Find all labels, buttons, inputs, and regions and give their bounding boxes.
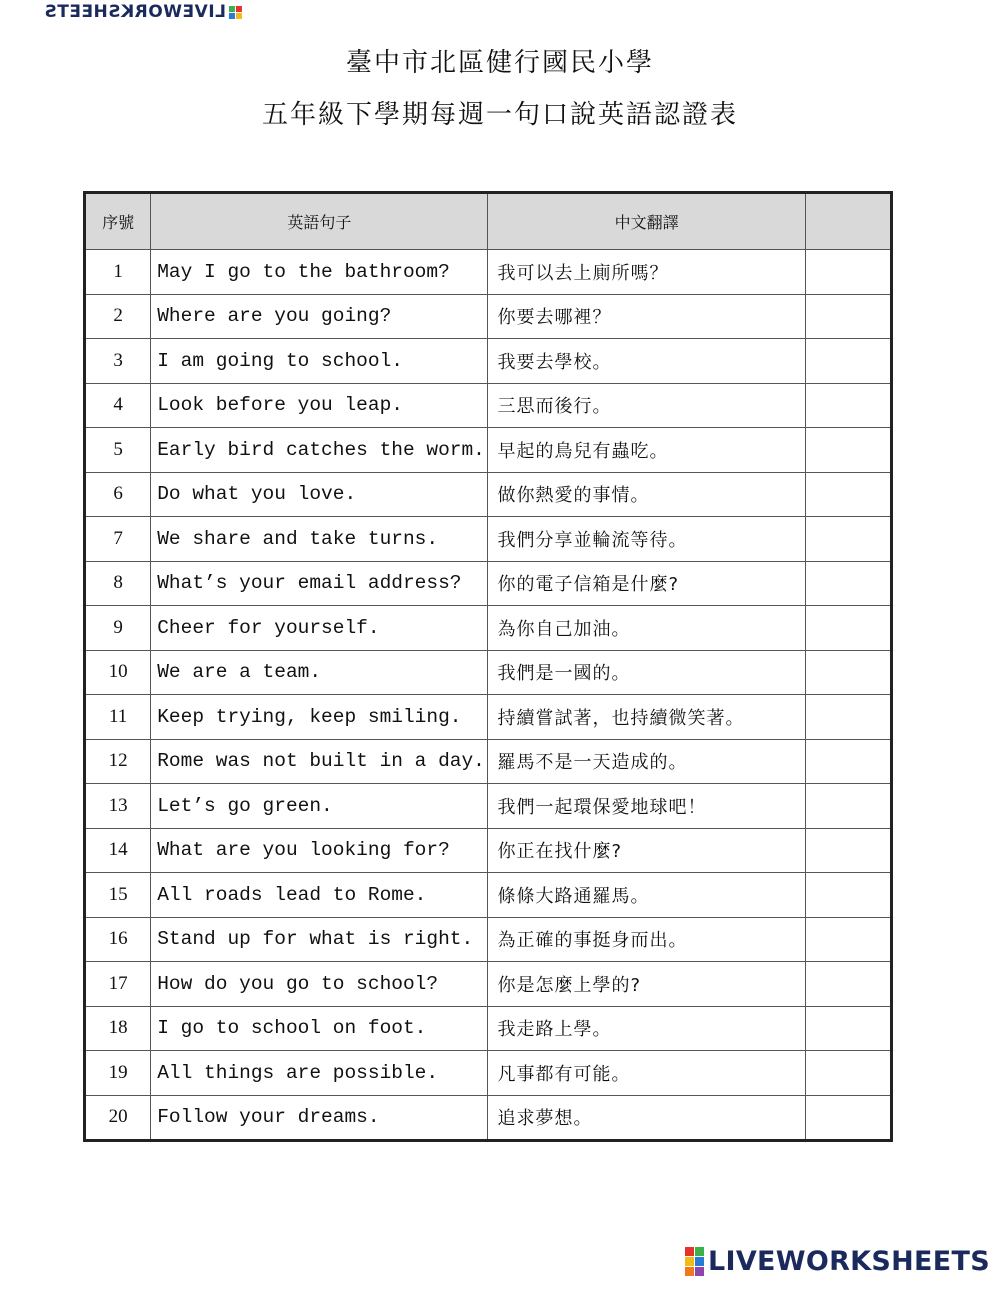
check-cell[interactable]	[805, 828, 891, 873]
check-cell[interactable]	[805, 650, 891, 695]
chinese-translation: 你要去哪裡？	[488, 294, 805, 339]
check-cell[interactable]	[805, 517, 891, 562]
chinese-translation: 條條大路通羅馬。	[488, 873, 805, 918]
chinese-translation: 做你熱愛的事情。	[488, 472, 805, 517]
bottom-logo-text: LIVEWORKSHEETS	[707, 1246, 990, 1277]
row-number: 5	[85, 428, 151, 473]
row-number: 17	[85, 962, 151, 1007]
header-blank	[805, 193, 891, 250]
table-row	[85, 428, 892, 473]
check-cell[interactable]	[805, 873, 891, 918]
table-row	[85, 1095, 892, 1141]
row-number: 19	[85, 1051, 151, 1096]
top-watermark-logo	[44, 2, 242, 22]
row-number: 20	[85, 1095, 151, 1141]
row-number: 14	[85, 828, 151, 873]
table-row	[85, 917, 892, 962]
table-row	[85, 1051, 892, 1096]
english-sentence: Let’s go green.	[151, 784, 488, 829]
english-sentence: We share and take turns.	[151, 517, 488, 562]
english-sentence: Rome was not built in a day.	[151, 739, 488, 784]
row-number: 12	[85, 739, 151, 784]
header-number: 序號	[85, 193, 151, 250]
english-sentence: What’s your email address?	[151, 561, 488, 606]
table-header-row	[85, 193, 892, 250]
table-row	[85, 294, 892, 339]
chinese-translation: 為你自己加油。	[488, 606, 805, 651]
school-title: 臺中市北區健行國民小學	[345, 48, 654, 78]
row-number: 9	[85, 606, 151, 651]
sheet-subtitle: 五年級下學期每週一句口說英語認證表	[261, 100, 738, 130]
table-row	[85, 339, 892, 384]
chinese-translation: 我們分享並輪流等待。	[488, 517, 805, 562]
row-number: 7	[85, 517, 151, 562]
chinese-translation: 我走路上學。	[488, 1006, 805, 1051]
row-number: 16	[85, 917, 151, 962]
check-cell[interactable]	[805, 1095, 891, 1141]
top-logo-text: LIVEWORKSHEETS	[44, 2, 226, 22]
table-row	[85, 828, 892, 873]
table-row	[85, 650, 892, 695]
english-sentence: Do what you love.	[151, 472, 488, 517]
check-cell[interactable]	[805, 561, 891, 606]
table-row	[85, 1006, 892, 1051]
check-cell[interactable]	[805, 739, 891, 784]
english-sentence: Cheer for yourself.	[151, 606, 488, 651]
sentence-table	[83, 191, 893, 1142]
table-row	[85, 472, 892, 517]
english-sentence: May I go to the bathroom?	[151, 250, 488, 295]
check-cell[interactable]	[805, 962, 891, 1007]
table-row	[85, 250, 892, 295]
check-cell[interactable]	[805, 917, 891, 962]
english-sentence: Where are you going?	[151, 294, 488, 339]
english-sentence: Early bird catches the worm.	[151, 428, 488, 473]
table-row	[85, 606, 892, 651]
row-number: 6	[85, 472, 151, 517]
check-cell[interactable]	[805, 784, 891, 829]
row-number: 13	[85, 784, 151, 829]
check-cell[interactable]	[805, 250, 891, 295]
english-sentence: All roads lead to Rome.	[151, 873, 488, 918]
table-row	[85, 784, 892, 829]
header-english: 英語句子	[151, 193, 488, 250]
english-sentence: Follow your dreams.	[151, 1095, 488, 1141]
table-row	[85, 873, 892, 918]
table-row	[85, 962, 892, 1007]
table-row	[85, 517, 892, 562]
check-cell[interactable]	[805, 472, 891, 517]
chinese-translation: 我們一起環保愛地球吧！	[488, 784, 805, 829]
row-number: 11	[85, 695, 151, 740]
row-number: 4	[85, 383, 151, 428]
check-cell[interactable]	[805, 383, 891, 428]
chinese-translation: 你的電子信箱是什麼?	[488, 561, 805, 606]
chinese-translation: 追求夢想。	[488, 1095, 805, 1141]
check-cell[interactable]	[805, 339, 891, 384]
table-row	[85, 739, 892, 784]
table-row	[85, 695, 892, 740]
check-cell[interactable]	[805, 294, 891, 339]
english-sentence: Look before you leap.	[151, 383, 488, 428]
row-number: 2	[85, 294, 151, 339]
english-sentence: We are a team.	[151, 650, 488, 695]
chinese-translation: 羅馬不是一天造成的。	[488, 739, 805, 784]
chinese-translation: 我可以去上廁所嗎？	[488, 250, 805, 295]
check-cell[interactable]	[805, 1006, 891, 1051]
row-number: 18	[85, 1006, 151, 1051]
row-number: 8	[85, 561, 151, 606]
chinese-translation: 早起的鳥兒有蟲吃。	[488, 428, 805, 473]
english-sentence: What are you looking for?	[151, 828, 488, 873]
row-number: 3	[85, 339, 151, 384]
check-cell[interactable]	[805, 1051, 891, 1096]
english-sentence: I go to school on foot.	[151, 1006, 488, 1051]
logo-blocks-icon	[229, 6, 242, 19]
check-cell[interactable]	[805, 428, 891, 473]
chinese-translation: 我要去學校。	[488, 339, 805, 384]
english-sentence: I am going to school.	[151, 339, 488, 384]
row-number: 10	[85, 650, 151, 695]
table-row	[85, 383, 892, 428]
english-sentence: All things are possible.	[151, 1051, 488, 1096]
english-sentence: Keep trying, keep smiling.	[151, 695, 488, 740]
english-sentence: How do you go to school?	[151, 962, 488, 1007]
chinese-translation: 我們是一國的。	[488, 650, 805, 695]
chinese-translation: 你是怎麼上學的?	[488, 962, 805, 1007]
row-number: 1	[85, 250, 151, 295]
row-number: 15	[85, 873, 151, 918]
chinese-translation: 你正在找什麼?	[488, 828, 805, 873]
english-sentence: Stand up for what is right.	[151, 917, 488, 962]
logo-blocks-icon	[685, 1247, 704, 1276]
bottom-watermark-logo	[685, 1246, 990, 1277]
chinese-translation: 凡事都有可能。	[488, 1051, 805, 1096]
header-chinese: 中文翻譯	[488, 193, 805, 250]
chinese-translation: 三思而後行。	[488, 383, 805, 428]
chinese-translation: 為正確的事挺身而出。	[488, 917, 805, 962]
chinese-translation: 持續嘗試著，也持續微笑著。	[488, 695, 805, 740]
check-cell[interactable]	[805, 695, 891, 740]
check-cell[interactable]	[805, 606, 891, 651]
table-row	[85, 561, 892, 606]
